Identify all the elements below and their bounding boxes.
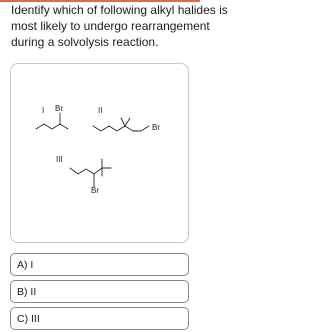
compound-2-methyl-b	[125, 118, 130, 126]
compound-2-chain	[93, 126, 149, 131]
question-line-3: during a solvolysis reaction.	[11, 35, 159, 49]
compound-3-label: III	[56, 155, 63, 164]
compound-1-halogen: Br	[55, 104, 63, 113]
option-b-label: B) II	[17, 286, 37, 298]
structures-figure	[10, 63, 189, 243]
option-c-label: C) III	[17, 313, 40, 325]
option-a[interactable]	[10, 253, 189, 276]
question-line-2: most likely to undergo rearrangement	[11, 19, 210, 33]
alkyl-halide-structures	[11, 64, 190, 244]
compound-1-label: I	[42, 106, 45, 115]
compound-2-label: II	[98, 106, 103, 115]
compound-2-methyl-a	[121, 118, 125, 126]
compound-3-halogen: Br	[91, 186, 99, 195]
option-b[interactable]	[10, 280, 189, 303]
question-text	[11, 2, 228, 50]
compound-3-chain	[70, 168, 102, 174]
compound-2-halogen: Br	[152, 123, 160, 132]
option-a-label: A) I	[17, 259, 34, 271]
question-line-1: Identify which of following alkyl halides is	[11, 3, 228, 17]
compound-1-chain	[36, 124, 68, 129]
option-c[interactable]	[10, 307, 189, 330]
